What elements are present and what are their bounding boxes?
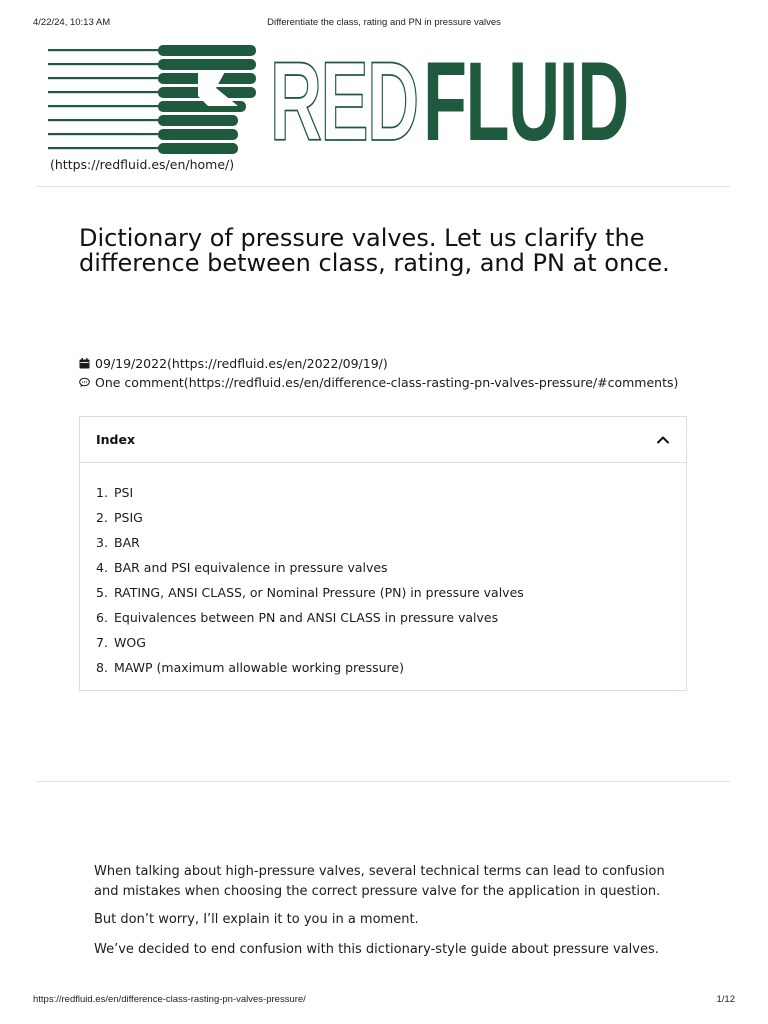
print-doc-title: Differentiate the class, rating and PN in pressure valves bbox=[267, 17, 501, 28]
post-date[interactable] bbox=[79, 356, 388, 371]
page-number: 1/12 bbox=[716, 994, 735, 1005]
toc-item[interactable]: 7. WOG bbox=[96, 635, 146, 650]
toc-item[interactable]: 6. Equivalences between PN and ANSI CLASS in pressure valves bbox=[96, 610, 499, 625]
toc-item[interactable]: 4. BAR and PSI equivalence in pressure valves bbox=[96, 560, 388, 575]
post-date-text: 09/19/2022(https://redfluid.es/en/2022/09/19/) bbox=[95, 356, 388, 371]
logo-word-fluid: FLUID bbox=[423, 39, 628, 165]
body-paragraph: When talking about high-pressure valves, several technical terms can lead to confusion and mistakes when choosing the correct pressure valve for the application in question. bbox=[94, 864, 665, 899]
toc-item[interactable]: 1. PSI bbox=[96, 485, 134, 500]
toc-item[interactable]: 3. BAR bbox=[96, 535, 140, 550]
comments-link-text: One comment(https://redfluid.es/en/difference-class-rasting-pn-valves-pressure/#comments) bbox=[95, 375, 679, 390]
table-of-contents bbox=[79, 416, 687, 691]
body-paragraph: We’ve decided to end confusion with this dictionary-style guide about pressure valves. bbox=[94, 942, 659, 957]
comments-link[interactable] bbox=[79, 375, 678, 390]
toc-item[interactable]: 5. RATING, ANSI CLASS, or Nominal Pressure (PN) in pressure valves bbox=[96, 585, 524, 600]
logo-word-red: RED bbox=[270, 39, 418, 165]
toc-item[interactable]: 2. PSIG bbox=[96, 510, 143, 525]
article-title: Dictionary of pressure valves. Let us clarify the difference between class, rating, and PN at once. bbox=[79, 224, 670, 277]
toc-title: Index bbox=[96, 432, 136, 447]
logo-wordmark bbox=[270, 39, 640, 165]
calendar-icon bbox=[79, 358, 90, 369]
print-url: https://redfluid.es/en/difference-class-rasting-pn-valves-pressure/ bbox=[33, 994, 306, 1005]
toc-header[interactable] bbox=[80, 417, 686, 463]
body-paragraph: But don’t worry, I’ll explain it to you in a moment. bbox=[94, 912, 419, 927]
print-header bbox=[0, 17, 768, 31]
toc-item[interactable]: 8. MAWP (maximum allowable working pressure) bbox=[96, 660, 404, 675]
home-link[interactable]: (https://redfluid.es/en/home/) bbox=[50, 157, 235, 172]
redfluid-logo-mark-icon bbox=[48, 44, 256, 158]
section-divider bbox=[36, 781, 730, 782]
header-divider bbox=[36, 186, 730, 187]
print-footer bbox=[0, 994, 768, 1008]
print-datetime: 4/22/24, 10:13 AM bbox=[33, 17, 111, 28]
comment-icon bbox=[79, 377, 90, 388]
chevron-up-icon[interactable] bbox=[656, 433, 670, 447]
toc-list bbox=[80, 463, 686, 680]
